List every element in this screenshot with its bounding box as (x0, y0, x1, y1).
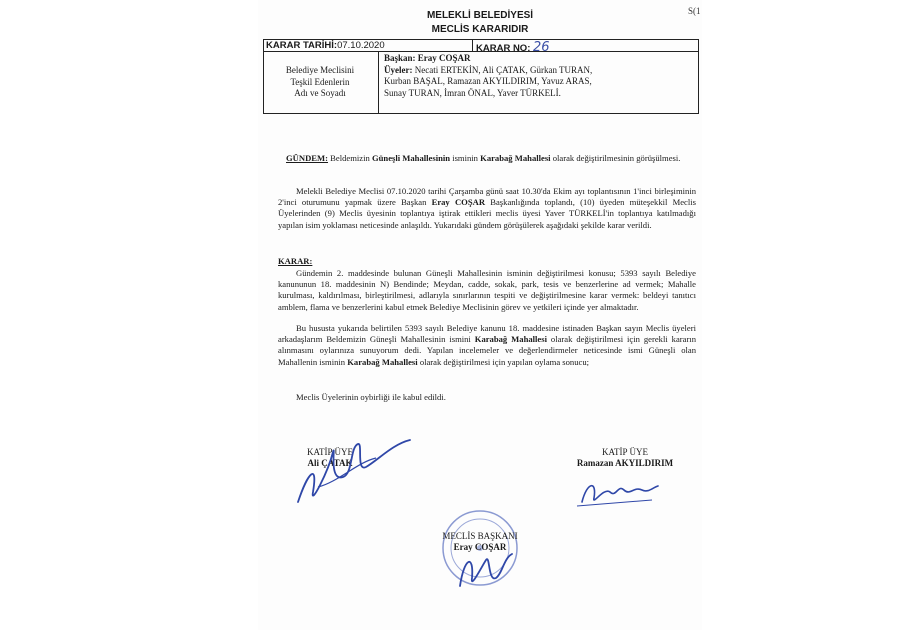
left-cell-line3: Adı ve Soyadı (294, 88, 346, 98)
karar-tarihi-value: 07.10.2020 (337, 40, 385, 51)
karar-p2-t1: Bu hususta yukarıda belirtilen 5393 sayılı Belediye kanunu 18. maddesine istinaden Başkan sayın Meclis üyeleri arkadaşlarım Beldemizin Güneşli Mahallesinin ismini (278, 323, 696, 345)
katip1-signature (288, 432, 418, 512)
karar-label: KARAR: (278, 256, 313, 266)
karar-tarihi-label: KARAR TARİHİ: (266, 40, 338, 51)
karar-p2-b1: Karabağ Mahallesi (474, 334, 547, 345)
table-left-border (263, 39, 264, 113)
karar-no-value: 26 (533, 40, 550, 55)
meta-divider (472, 39, 473, 51)
gundem-t3: olarak değiştirilmesinin görüşülmesi. (552, 153, 681, 163)
uyeler-line2: Kurban BAŞAL, Ramazan AKYILDIRIM, Yavuz ARAS, (384, 76, 592, 86)
katip2-name: Ramazan AKYILDIRIM (576, 458, 674, 468)
gundem-t2: isminin (452, 153, 478, 163)
katip1-title: KATİP ÜYE (307, 447, 353, 457)
municipality-title: MELEKLİ BELEDİYESİ (426, 10, 534, 21)
session-paragraph (278, 186, 696, 231)
corner-label: S(1 (688, 6, 701, 16)
baskan-title: MECLİS BAŞKANI (442, 531, 518, 541)
para1-t2: Başkanlığında toplandı, (10) üyeden müteşekkil Meclis Üyelerinden (9) Meclis üyesinin toplantıya iştirak ettikleri meclis üyesi Yaver TÜRKELİ'in toplantıya katılmadığı yapılan isim yoklaması neticesinde anlaşıldı. Yukarıdaki gündem görüşülerek aşağıdaki şekilde karar verildi. (278, 197, 696, 230)
gundem-t1: Beldemizin (330, 153, 370, 163)
uyeler-line1: Necati ERTEKİN, Ali ÇATAK, Gürkan TURAN, (414, 64, 593, 75)
katip1-name: Ali ÇATAK (307, 458, 353, 468)
uyeler-row (384, 65, 694, 77)
baskan-signature (452, 548, 522, 593)
gundem-b2: Karabağ Mahallesi (480, 153, 551, 163)
karar-no-label: KARAR NO: (476, 43, 531, 54)
karar-paragraph-2 (278, 323, 696, 368)
baskan-name: Eray COŞAR (417, 53, 471, 63)
decision-title: MECLİS KARARIDIR (431, 24, 529, 35)
gundem-paragraph (278, 153, 696, 164)
para1-b1: Eray COŞAR (431, 197, 486, 208)
table-right-border (698, 39, 699, 113)
table-inner-divider (378, 51, 379, 113)
katip-signature-block-2 (565, 447, 685, 469)
karar-heading (278, 256, 696, 267)
uyeler-line3: Sunay TURAN, İmran ÖNAL, Yaver TÜRKELİ. (384, 87, 561, 98)
members-label-cell (266, 65, 374, 100)
table-bottom-border (263, 113, 699, 114)
para1-t1: Melekli Belediye Meclisi 07.10.2020 tarihi Çarşamba günü saat 10.30'da Ekim ayı toplantısının 1'inci birleşiminin 2'inci oturumunu yapmak üzere Başkan (278, 186, 696, 208)
karar-p2-t3: olarak değiştirilmesi için yapılan oylama sonucu; (419, 356, 590, 367)
karar-tarihi (266, 40, 385, 51)
members-cell (384, 53, 694, 99)
left-cell-line1: Belediye Meclisini (285, 65, 355, 75)
left-cell-line2: Teşkil Edenlerin (290, 76, 350, 87)
uyeler-label: Üyeler: (384, 64, 413, 75)
gundem-b1: Güneşli Mahallesinin (371, 153, 451, 163)
baskan-row (384, 53, 694, 65)
karar-paragraph-1: Gündemin 2. maddesinde bulunan Güneşli Mahallesinin isminin değiştirilmesi konusu; 5393 sayılı Belediye kanununun 18. maddesinin N) Bendinde; Meydan, cadde, sokak, park, tesis ve benzerlerine ad vermek; Mahalle kurulması, kaldırılması, birleştirilmesi, adlarıyla sınırlarının tespiti ve değiştirilmesine karar vermek: beldeyi tanıtıcı amblem, flama ve benzerlerini kabul etmek Belediye Meclisinin görev ve yetkileri içinde yer almaktadır. (278, 268, 696, 312)
karar-paragraph-3: Meclis Üyelerinin oybirliği ile kabul edildi. (296, 392, 446, 402)
katip2-signature (572, 472, 662, 512)
katip2-title: KATİP ÜYE (602, 447, 648, 457)
baskan-sign-name: Eray COŞAR (453, 542, 507, 552)
karar-p2-b2: Karabağ Mahallesi (347, 356, 418, 367)
karar-p2-t2: olarak değiştirilmesi için gerekli kararın alınmasını oylarınıza sunuyorum dedi. Yapılan incelemeler ve değerlendirmeler neticesinde ismi Güneşli olan Mahallenin isminin (278, 334, 696, 367)
baskan-label: Başkan: (384, 53, 416, 63)
gundem-label: GÜNDEM: (286, 153, 329, 163)
